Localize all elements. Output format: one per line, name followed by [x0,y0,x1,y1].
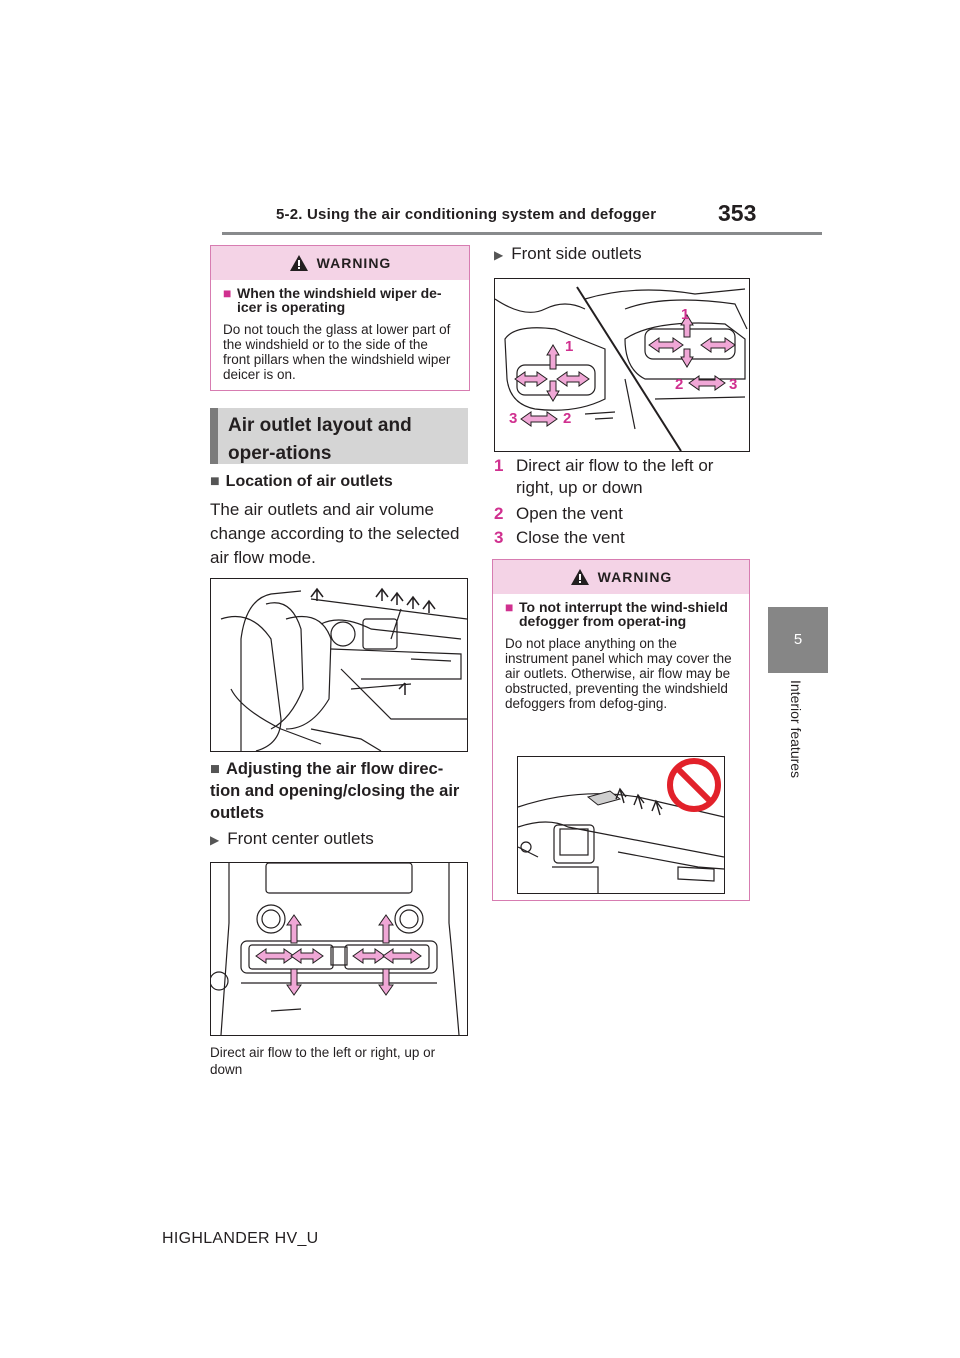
square-bullet-icon: ■ [505,599,514,615]
step-3 [494,527,744,549]
square-bullet-icon: ■ [210,760,220,778]
footer-model: HIGHLANDER HV_U [162,1230,319,1247]
figure-cabin-air-outlets [210,578,468,752]
prohibited-icon [670,761,718,809]
chapter-section-title: 5-2. Using the air conditioning system and defogger [276,206,657,223]
warning-subhead: ■ When the windshield wiper de-icer is operating [223,285,442,315]
figure-label-2: 2 [563,410,572,427]
warning-triangle-icon [570,568,590,586]
figure-label-1-right: 1 [681,306,690,323]
center-outlets-illustration [211,863,467,1035]
figure-label-2-right: 2 [675,376,684,393]
step-2 [494,503,744,525]
step-number: 3 [494,528,504,547]
location-heading: ■ Location of air outlets [210,473,393,490]
square-bullet-icon: ■ [210,473,220,490]
warning-box-deicer [210,245,470,391]
figure-prohibited-dashboard [517,756,725,894]
section-title-box [210,408,468,464]
warning-header [211,246,469,280]
center-outlets-caption: Direct air flow to the left or right, up or down [210,1045,436,1077]
figure-label-1: 1 [565,338,574,355]
chapter-label: Interior features [788,680,804,779]
step-text: Close the vent [516,528,625,547]
warning-title: WARNING [597,569,673,585]
chapter-number: 5 [793,631,803,648]
section-title: Air outlet layout and oper-ations [228,415,412,464]
step-number: 2 [494,504,504,523]
warning-header [493,560,749,594]
page-number: 353 [718,200,757,226]
dashboard-illustration [518,757,724,893]
warning-subhead: ■ To not interrupt the wind-shield defogger from operat-ing [505,599,728,629]
step-1 [494,455,744,499]
figure-front-side-outlets [494,278,750,452]
front-side-label: ▶ Front side outlets [494,244,642,263]
step-text: Open the vent [516,504,623,523]
step-number: 1 [494,456,504,475]
warning-body: Do not place anything on the instrument panel which may cover the air outlets. Otherwise, air flow may be obstructed, preventing the windshield defoggers from defog-ging. [505,636,732,711]
triangle-bullet-icon: ▶ [210,833,220,847]
figure-label-3: 3 [509,410,518,427]
figure-label-3-right: 3 [729,376,738,393]
adjusting-heading: ■ Adjusting the air flow direc-tion and opening/closing the air outlets [210,760,460,822]
chapter-tab [768,607,828,673]
warning-box-defogger [492,559,750,901]
side-outlets-illustration [495,279,749,451]
cabin-illustration [211,579,467,751]
front-center-label: ▶ Front center outlets [210,829,374,848]
location-body: The air outlets and air volume change according to the selected air flow mode. [210,500,460,567]
figure-front-center-outlets [210,862,468,1036]
step-text: Direct air flow to the left or right, up or down [516,456,714,497]
triangle-bullet-icon: ▶ [494,248,504,262]
header-rule [222,232,822,235]
warning-body: Do not touch the glass at lower part of the windshield or to the side of the front pillars when the windshield wiper deicer is on. [223,322,451,382]
square-bullet-icon: ■ [223,285,232,301]
warning-title: WARNING [316,255,392,271]
warning-triangle-icon [289,254,309,272]
